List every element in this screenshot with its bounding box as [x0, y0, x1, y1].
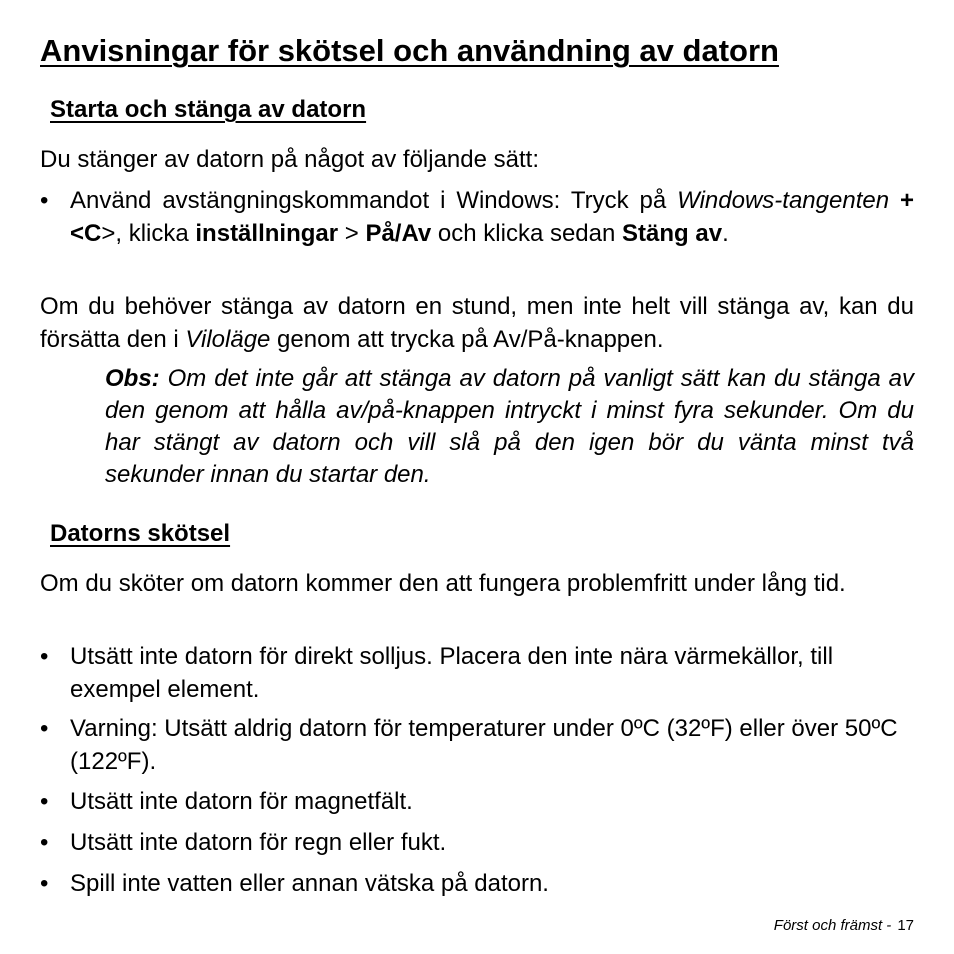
note-text: Om det inte går att stänga av datorn på vanligt sätt kan du stänga av den genom att hålla av/på-knappen intryckt i minst fyra sekunder. Om du har stängt av datorn och vill slå på den igen bör du vänta minst två sekunder innan du startar den. — [105, 365, 914, 488]
page-title: Anvisningar för skötsel och användning av datorn — [40, 33, 779, 68]
list-item — [40, 827, 914, 860]
bullet-symbol: • — [40, 788, 49, 815]
list-item — [40, 868, 914, 901]
section-heading-start-stop: Starta och stänga av datorn — [50, 96, 367, 123]
note-block — [105, 363, 914, 491]
list-item — [40, 185, 914, 250]
bullet-symbol: • — [40, 715, 49, 742]
list-item-text: Utsätt inte datorn för direkt solljus. Placera den inte nära värmekällor, till exempel element. — [70, 643, 834, 703]
page-footer — [774, 917, 914, 934]
list-item-text: Spill inte vatten eller annan vätska på datorn. — [70, 870, 549, 897]
list-item-text: Utsätt inte datorn för magnetfält. — [70, 788, 413, 815]
bullet-symbol: • — [40, 870, 49, 897]
list-item — [40, 641, 914, 706]
bullet-symbol: • — [40, 829, 49, 856]
list-item — [40, 786, 914, 819]
footer-label: Först och främst - — [773, 917, 892, 934]
section2-intro: Om du sköter om datorn kommer den att fungera problemfritt under lång tid. — [40, 570, 846, 597]
note-label: Obs: — [105, 365, 160, 392]
list-item — [40, 713, 914, 778]
section1-intro: Du stänger av datorn på något av följande sätt: — [40, 146, 539, 173]
page-number: 17 — [897, 917, 914, 934]
bullet-symbol: • — [40, 187, 49, 214]
sleep-mode-paragraph: Om du behöver stänga av datorn en stund, men inte helt vill stänga av, kan du försätta den i Viloläge genom att trycka på Av/På-knappen. — [40, 293, 914, 353]
shutdown-instruction: Använd avstängningskommandot i Windows: Tryck på Windows-tangenten + <C>, klicka inställningar > På/Av och klicka sedan Stäng av. — [70, 187, 914, 247]
section-heading-care: Datorns skötsel — [50, 520, 231, 547]
list-item-text: Utsätt inte datorn för regn eller fukt. — [70, 829, 447, 856]
list-item-text: Varning: Utsätt aldrig datorn för temperaturer under 0ºC (32ºF) eller över 50ºC (122ºF). — [70, 715, 898, 775]
bullet-symbol: • — [40, 643, 49, 670]
